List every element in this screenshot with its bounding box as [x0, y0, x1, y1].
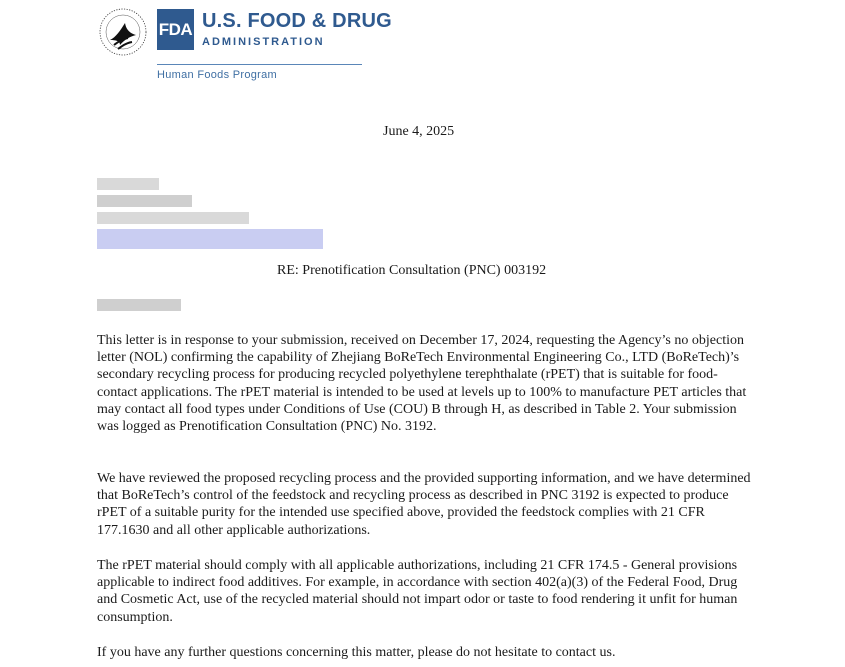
redacted-recipient-email [97, 229, 323, 249]
body-paragraph-3: The rPET material should comply with all applicable authorizations, including 21 CFR 174.5 - General provisions applicable to indirect food additives. For example, in accordance with section 402(a)(3) of the Federal Food, Drug and Cosmetic Act, use of the recycled material should not impart odor or taste to food rendering it unfit for human consumption. [97, 558, 738, 625]
agency-subtitle: ADMINISTRATION [202, 36, 325, 48]
header-divider [157, 64, 362, 65]
fda-logo: FDA [157, 9, 194, 50]
hhs-seal-icon [98, 7, 148, 57]
body-paragraph-4: If you have any further questions concerning this matter, please do not hesitate to contact us. [97, 645, 616, 660]
subject-line: RE: Prenotification Consultation (PNC) 003192 [277, 263, 547, 278]
redacted-recipient-name [97, 178, 159, 190]
redacted-salutation [97, 299, 181, 311]
agency-name: U.S. FOOD & DRUG [202, 10, 392, 32]
body-paragraph-1: This letter is in response to your submission, received on December 17, 2024, requesting the Agency’s no objection letter (NOL) confirming the capability of Zhejiang BoReTech Environmental Engineering Co., LTD (BoReTech)’s secondary recycling process for producing recycled polyethylene terephthalate (rPET) that is suitable for food-contact applications. The rPET material is intended to be used at levels up to 100% to manufacture PET articles that may contact all food types under Conditions of Use (COU) B through H, as described in Table 2. Your submission was logged as Prenotification Consultation (PNC) No. 3192. [97, 333, 747, 435]
redacted-recipient-title [97, 195, 192, 207]
body-paragraph-2: We have reviewed the proposed recycling process and the provided supporting information, and we have determined that BoReTech’s control of the feedstock and recycling process as described in PNC 3192 is expected to produce rPET of a suitable purity for the intended use specified above, provided the feedstock complies with 21 CFR 177.1630 and all other applicable authorizations. [97, 471, 751, 538]
letter-date: June 4, 2025 [383, 124, 455, 139]
program-name: Human Foods Program [157, 69, 278, 81]
redacted-recipient-company [97, 212, 249, 224]
